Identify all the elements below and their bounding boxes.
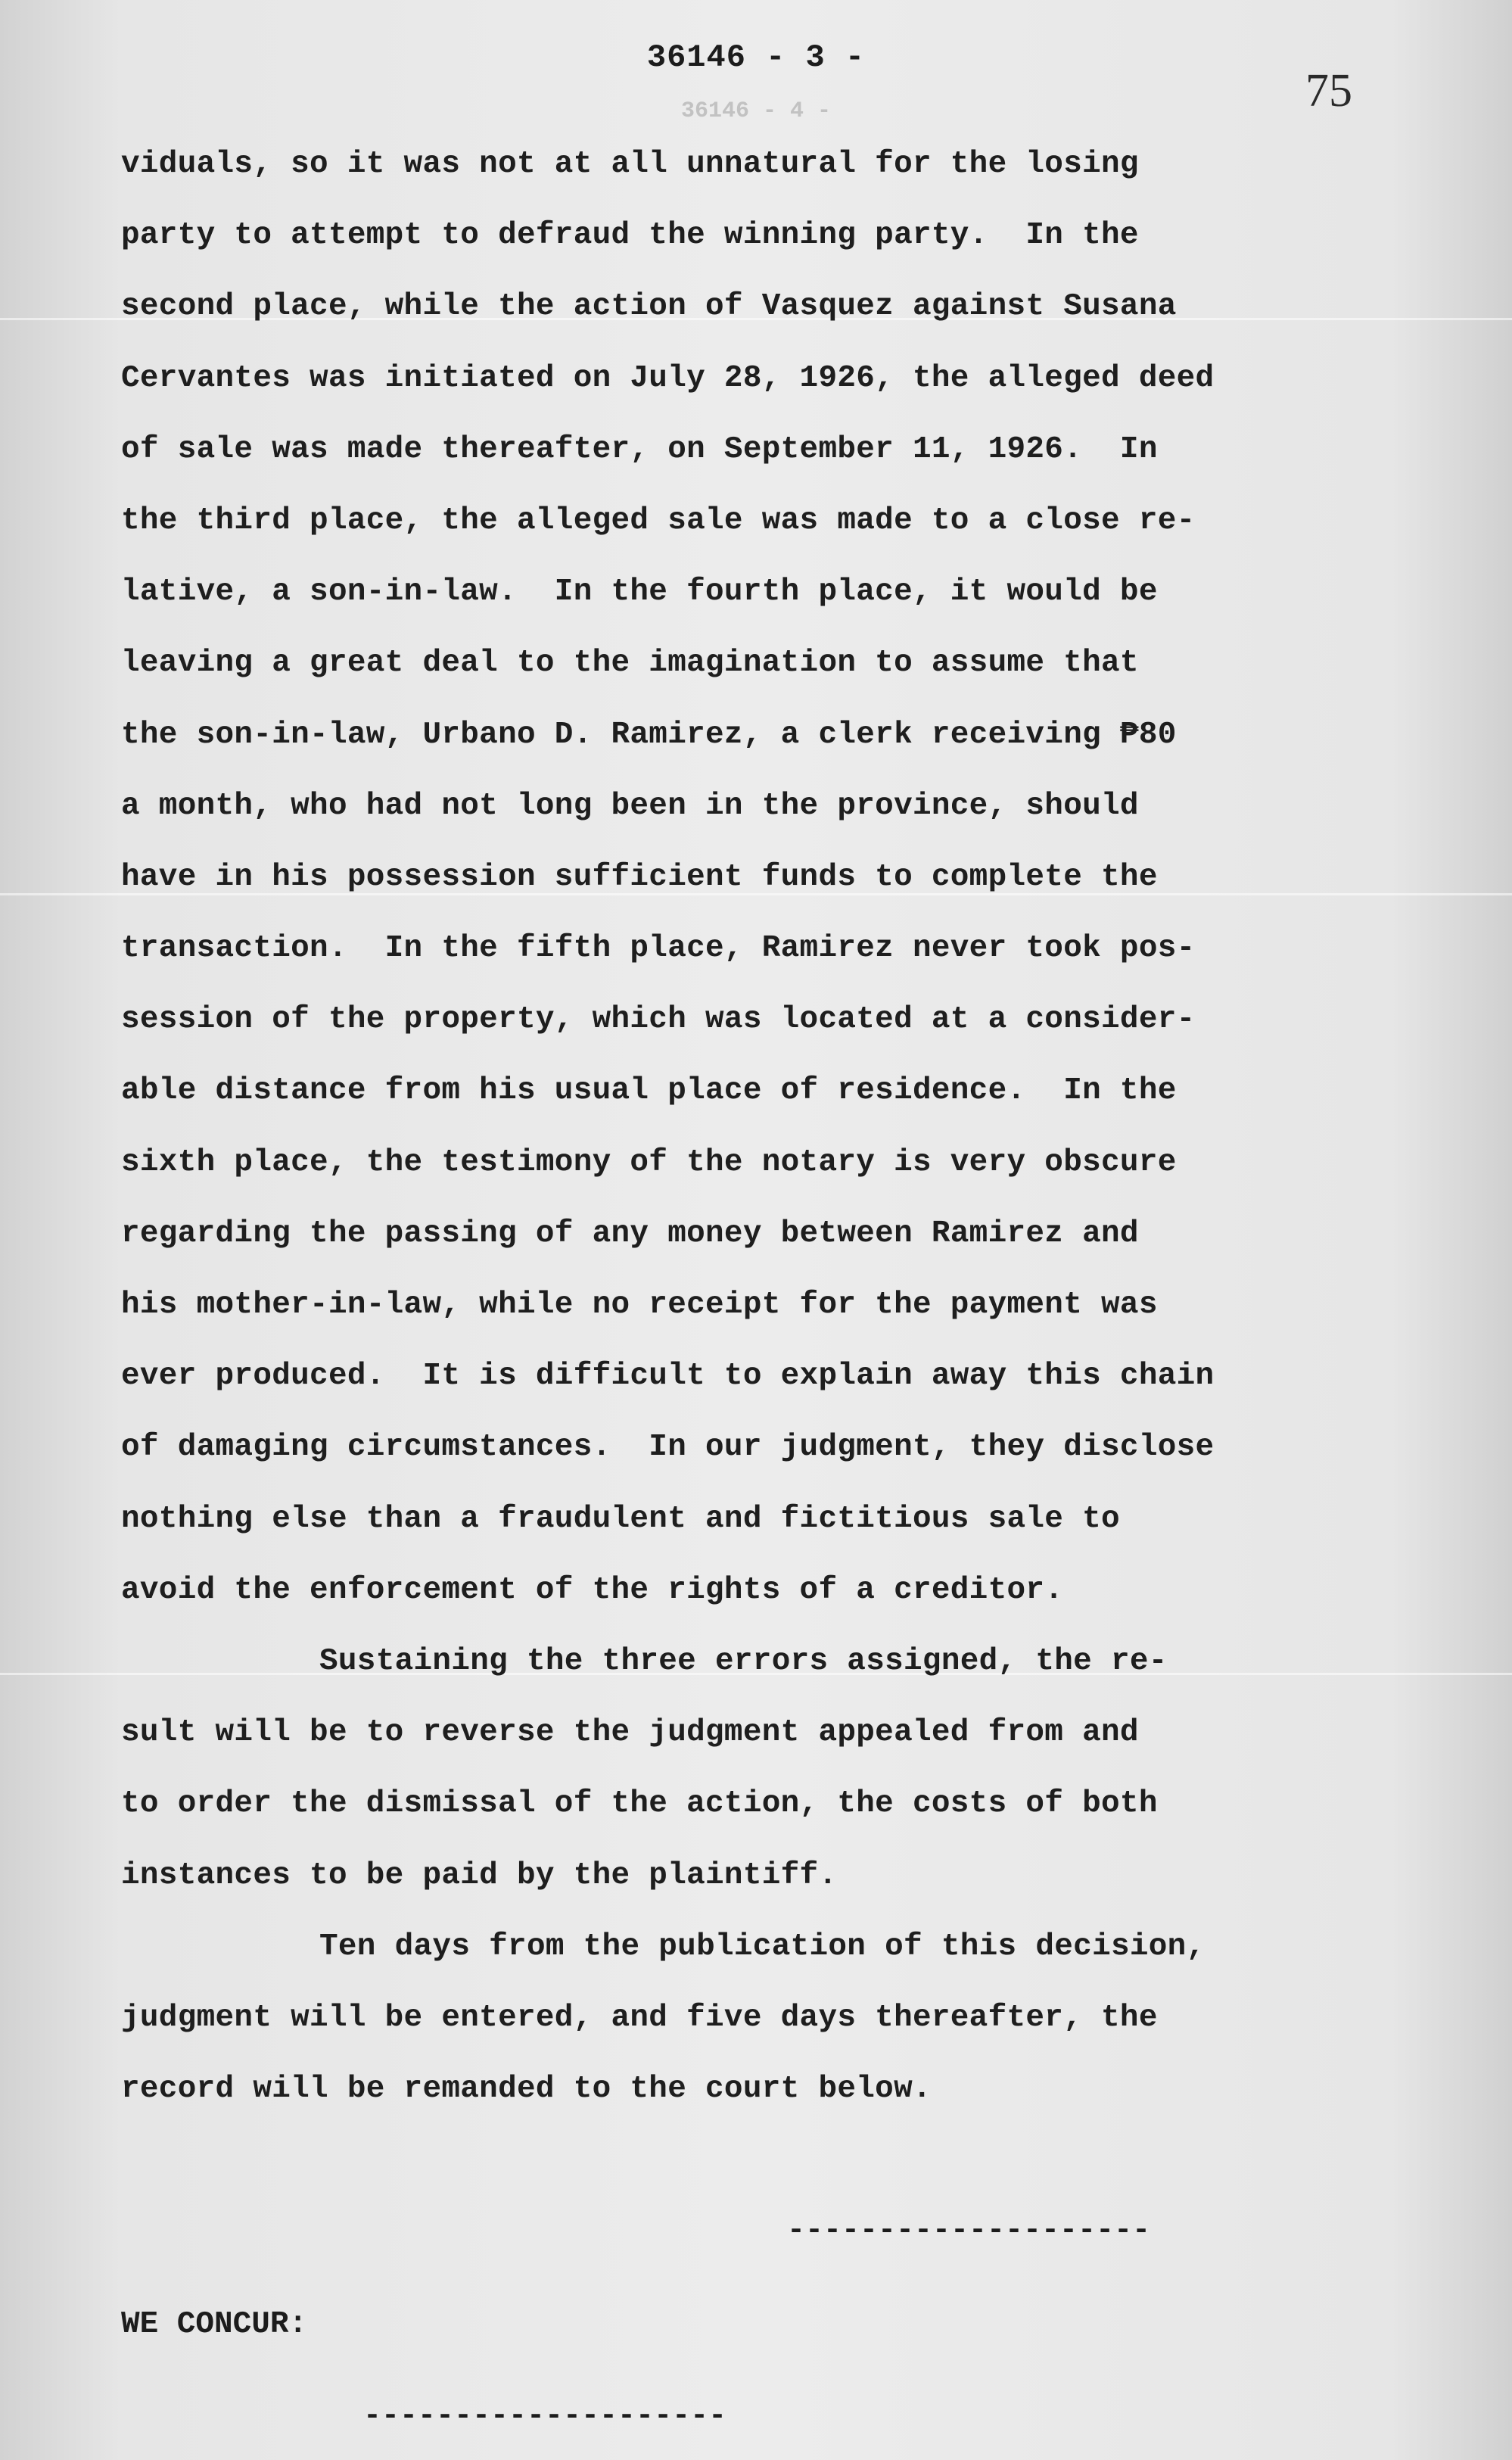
text-line: to order the dismissal of the action, the costs of both [121, 1786, 1158, 1822]
text-line: the third place, the alleged sale was made to a close re- [121, 503, 1196, 538]
body-text [121, 145, 1408, 2141]
text-line: able distance from his usual place of residence. In the [121, 1073, 1177, 1109]
text-line: sult will be to reverse the judgment appealed from and [121, 1715, 1139, 1751]
text-line: second place, while the action of Vasquez against Susana [121, 289, 1177, 325]
text-line: regarding the passing of any money between Ramirez and [121, 1216, 1139, 1251]
page-header: 36146 - 3 - [646, 39, 866, 76]
text-line: instances to be paid by the plaintiff. [121, 1857, 838, 1893]
text-line: ever produced. It is difficult to explain away this chain [121, 1359, 1215, 1394]
text-line: viduals, so it was not at all unnatural for the losing [121, 147, 1139, 182]
text-line: have in his possession sufficient funds to complete the [121, 859, 1158, 895]
text-line: transaction. In the fifth place, Ramirez never took pos- [121, 931, 1196, 967]
text-line: lative, a son-in-law. In the fourth place, it would be [121, 575, 1158, 610]
text-line: nothing else than a fraudulent and fictitious sale to [121, 1501, 1120, 1537]
text-line: party to attempt to defraud the winning party. In the [121, 218, 1139, 254]
text-line: Cervantes was initiated on July 28, 1926, the alleged deed [121, 360, 1215, 396]
signature-line: -------------------- [787, 2214, 1151, 2248]
text-line: record will be remanded to the court below. [121, 2072, 932, 2107]
text-line: the son-in-law, Urbano D. Ramirez, a clerk receiving ₱80 [121, 717, 1177, 752]
text-line: sixth place, the testimony of the notary is very obscure [121, 1144, 1177, 1180]
text-line: avoid the enforcement of the rights of a creditor. [121, 1572, 1064, 1608]
text-line: his mother-in-law, while no receipt for the payment was [121, 1288, 1158, 1322]
text-line: of sale was made thereafter, on September 11, 1926. In [121, 431, 1158, 467]
page-header-bleedthrough: 36146 - 4 - [680, 98, 832, 124]
text-line: judgment will be entered, and five days thereafter, the [121, 2000, 1158, 2035]
text-line: session of the property, which was located at a consider- [121, 1002, 1196, 1038]
text-line: a month, who had not long been in the province, should [121, 788, 1139, 824]
text-line: Ten days from the publication of this decision, [319, 1929, 1206, 1964]
text-line: Sustaining the three errors assigned, the re- [319, 1643, 1168, 1679]
concur-label: WE CONCUR: [121, 2307, 308, 2342]
text-line: of damaging circumstances. In our judgment, they disclose [121, 1430, 1215, 1465]
concur-signature-line: -------------------- [363, 2399, 727, 2434]
page-number: 75 [1305, 65, 1352, 117]
text-line: leaving a great deal to the imagination to assume that [121, 646, 1139, 681]
